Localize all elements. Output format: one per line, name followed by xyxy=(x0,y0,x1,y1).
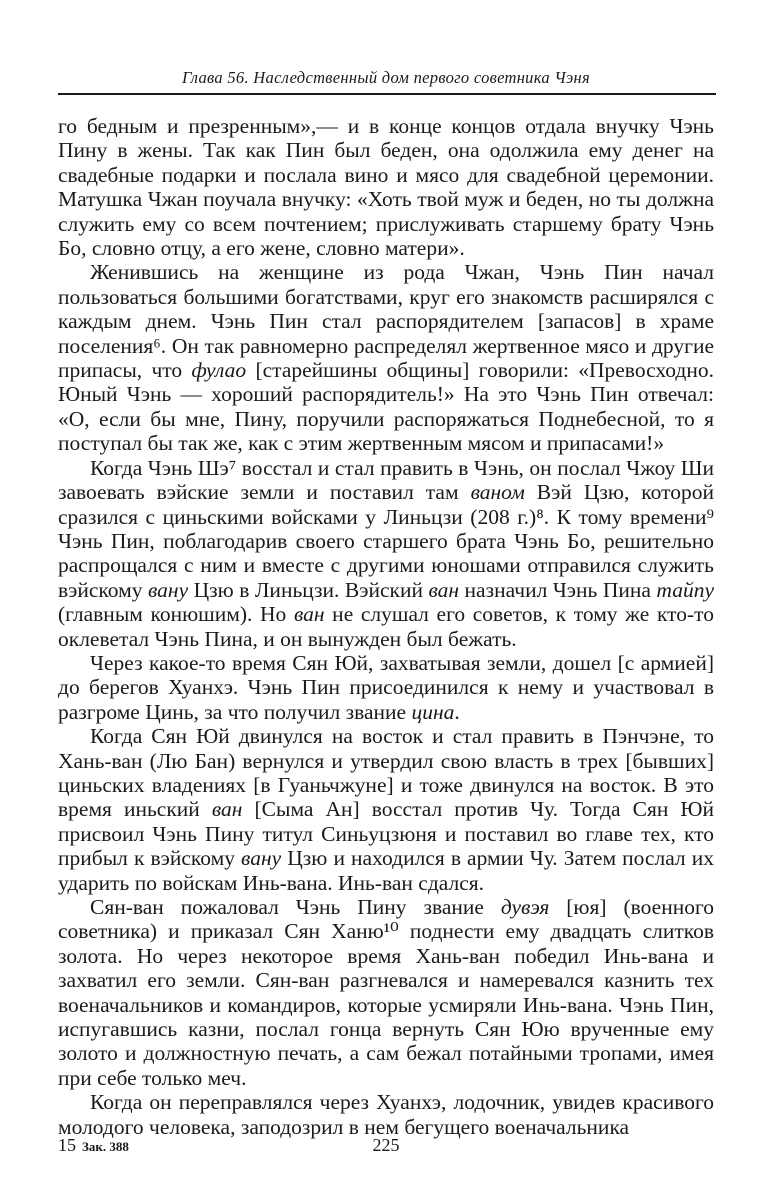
italic-term: ван xyxy=(211,797,243,822)
text-run: Когда он переправлялся через Хуанхэ, лодочник, увидев красивого молодого человека, заподозрил в нем бегущего военачальника xyxy=(58,1090,714,1139)
paragraph xyxy=(58,260,714,455)
body-text xyxy=(58,114,714,1139)
italic-term: вану xyxy=(241,846,282,871)
header-rule xyxy=(58,93,716,95)
paragraph xyxy=(58,724,714,895)
text-run: . xyxy=(454,699,460,724)
text-run: Женившись на женщине из рода Чжан, Чэнь Пин начал пользоваться большими богатствами, круг его знакомств расширялся с каждым днем. Чэнь Пин стал распорядителем [запасов] в храме поселения⁶. Он так равномерно распределял жертвенное мясо и другие припасы, что xyxy=(58,260,714,383)
text-run: Вэй Цзю, которой сразился с циньскими войсками у Линьцзи (208 г.)⁸. К тому времени⁹ Чэнь Пин, поблагодарив своего старшего брата Чэнь Бо, решительно распрощался с ним и вместе с другими юношами отправился служить вэйскому xyxy=(58,480,714,602)
running-header: Глава 56. Наследственный дом первого советника Чэня xyxy=(181,68,591,87)
text-run: Через какое-то время Сян Юй, захватывая земли, дошел [с армией] до берегов Хуанхэ. Чэнь Пин присоединился к нему и участвовал в разгроме Цинь, за что получил звание xyxy=(58,650,714,724)
text-run: Цзю и находился в армии Чу. Затем послал их ударить по войскам Инь-вана. Инь-ван сдался. xyxy=(58,846,714,895)
text-run: Когда Чэнь Шэ⁷ восстал и стал править в Чэнь, он послал Чжоу Ши завоевать вэйские земли и поставил там xyxy=(58,455,714,505)
paragraph xyxy=(58,651,714,724)
italic-term: ван xyxy=(428,577,460,602)
text-run: не слушал его советов, к тому же кто-то оклеветал Чэнь Пина, и он вынужден был бежать. xyxy=(58,602,714,651)
italic-term: цина xyxy=(411,699,455,724)
signature-order: Зак. 388 xyxy=(82,1139,129,1154)
paragraph xyxy=(58,1090,714,1139)
italic-term: вану xyxy=(147,577,189,602)
italic-term: дувэя xyxy=(500,895,550,919)
italic-term: ван xyxy=(293,602,325,627)
text-run: [Сыма Ан] восстал против Чу. Тогда Сян Юй присвоил Чэнь Пину титул Синьуцзюня и поставил во главе тех, кто прибыл к вэйскому xyxy=(58,797,714,871)
text-run: [юя] (военного советника) и приказал Сян Ханю¹⁰ поднести ему двадцать слитков золота. Но через некоторое время Хань-ван победил Инь-вана и захватил его земли. Сян-ван разгневался и намеревался казнить тех военачальников и командиров, которые усмиряли Инь-вана. Чэнь Пин, испугавшись казни, послал гонца вернуть Сян Юю врученные ему золото и должностную печать, а сам бежал потайными тропами, имея при себе только меч. xyxy=(58,895,714,1090)
text-run: назначил Чэнь Пина xyxy=(459,577,657,602)
italic-term: тайпу xyxy=(656,577,714,602)
paragraph xyxy=(58,895,714,1090)
text-run: Цзю в Линьцзи. Вэйский xyxy=(188,577,429,602)
page-number: 225 xyxy=(372,1135,400,1155)
text-run: го бедным и презренным»,— и в конце концов отдала внучку Чэнь Пину в жены. Так как Пин был беден, она одолжила ему денег на свадебные подарки и послала вино и мясо для свадебной церемонии. Матушка Чжан поучала внучку: «Хоть твой муж и беден, но ты должна служить ему со всем почтением; прислуживать старшему брату Чэнь Бо, словно отцу, а его жене, словно матери». xyxy=(58,114,714,261)
paragraph xyxy=(58,456,714,651)
text-run: [старейшины общины] говорили: «Превосходно. Юный Чэнь — хороший распорядитель!» На это Чэнь Пин отвечал: «О, если бы мне, Пину, поручили распоряжаться Поднебесной, то я поступал бы так же, как с этим жертвенным мясом и припасами!» xyxy=(58,358,714,456)
paragraph xyxy=(58,114,714,260)
text-run: (главным конюшим). Но xyxy=(58,602,294,627)
text-run: Когда Сян Юй двинулся на восток и стал править в Пэнчэне, то Хань-ван (Лю Бан) вернулся и утвердил свою власть в трех [бывших] циньских владениях [в Гуаньчжуне] и тоже двинулся на восток. В это время иньский xyxy=(58,724,714,822)
text-run: Сян-ван пожаловал Чэнь Пину звание xyxy=(90,895,501,919)
signature-number: 15 xyxy=(58,1135,76,1155)
italic-term: ваном xyxy=(470,480,525,505)
italic-term: фулао xyxy=(191,358,247,383)
